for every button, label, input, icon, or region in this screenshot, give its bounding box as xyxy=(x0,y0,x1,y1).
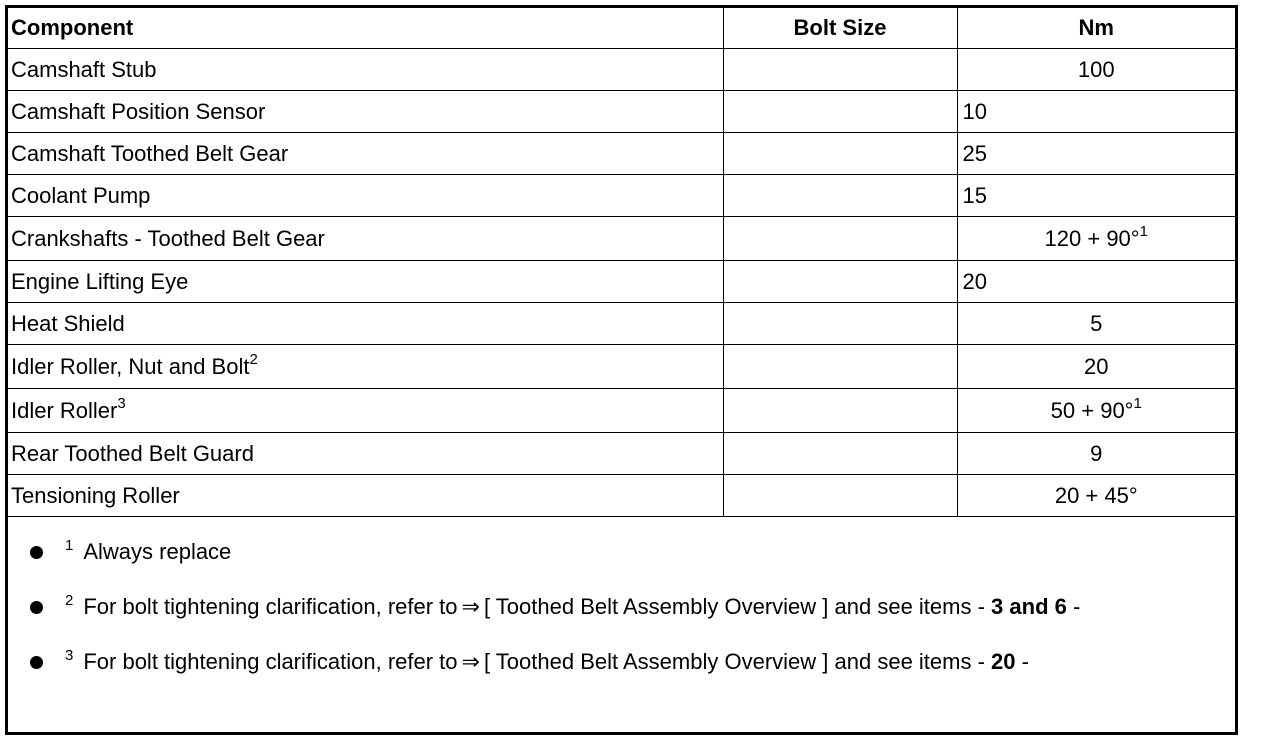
footnote-items: 20 xyxy=(991,649,1016,674)
table-row xyxy=(8,217,1235,261)
row-component xyxy=(8,175,723,217)
torque-spec-frame xyxy=(5,5,1238,735)
header-component: Component xyxy=(8,8,723,49)
table-row xyxy=(8,433,1235,475)
row-nm xyxy=(957,345,1235,389)
footnote-tail: - xyxy=(1021,649,1029,674)
row-component xyxy=(8,133,723,175)
footnote-after-link: and see items - xyxy=(834,649,985,674)
row-nm xyxy=(957,175,1235,217)
nm-value: 5 xyxy=(1090,310,1103,336)
row-component xyxy=(8,303,723,345)
nm-value: 50 + 90° xyxy=(1050,397,1134,423)
row-bolt-size xyxy=(723,303,957,345)
nm-value: 100 xyxy=(1077,56,1115,82)
row-component xyxy=(8,475,723,517)
row-component xyxy=(8,389,723,433)
component-name: Idler Roller, Nut and Bolt xyxy=(11,353,250,379)
row-component xyxy=(8,345,723,389)
component-name: Heat Shield xyxy=(11,310,125,336)
row-nm xyxy=(957,475,1235,517)
footnote-number: 3 xyxy=(65,647,74,664)
row-component xyxy=(8,91,723,133)
nm-value: 25 xyxy=(962,140,987,166)
nm-value: 20 xyxy=(1084,353,1109,379)
nm-value: 15 xyxy=(962,182,987,208)
table-row xyxy=(8,261,1235,303)
row-nm xyxy=(957,433,1235,475)
footnote-2 xyxy=(30,592,1080,622)
torque-spec-table xyxy=(8,8,1235,517)
row-nm xyxy=(957,389,1235,433)
table-row xyxy=(8,49,1235,91)
row-nm xyxy=(957,217,1235,261)
row-nm xyxy=(957,261,1235,303)
footnote-text: Always replace xyxy=(83,539,232,564)
nm-value: 10 xyxy=(962,98,987,124)
component-name: Tensioning Roller xyxy=(11,482,180,508)
nm-footnote-ref: 1 xyxy=(1139,222,1148,240)
row-bolt-size xyxy=(723,49,957,91)
table-row xyxy=(8,91,1235,133)
footnote-text: For bolt tightening clarification, refer to xyxy=(83,594,458,619)
row-bolt-size xyxy=(723,217,957,261)
footnote-number: 1 xyxy=(65,537,74,554)
component-name: Rear Toothed Belt Guard xyxy=(11,440,254,466)
row-bolt-size xyxy=(723,133,957,175)
row-bolt-size xyxy=(723,345,957,389)
footnote-text: For bolt tightening clarification, refer to xyxy=(83,649,458,674)
table-row xyxy=(8,303,1235,345)
row-component xyxy=(8,261,723,303)
table-row xyxy=(8,133,1235,175)
header-nm: Nm xyxy=(957,8,1235,49)
component-name: Camshaft Stub xyxy=(11,56,157,82)
component-name: Engine Lifting Eye xyxy=(11,268,189,294)
component-name: Coolant Pump xyxy=(11,182,151,208)
bullet-icon xyxy=(30,601,43,614)
row-component xyxy=(8,433,723,475)
row-bolt-size xyxy=(723,433,957,475)
row-bolt-size xyxy=(723,389,957,433)
nm-value: 9 xyxy=(1090,440,1103,466)
component-name: Camshaft Toothed Belt Gear xyxy=(11,140,289,166)
table-row xyxy=(8,345,1235,389)
row-bolt-size xyxy=(723,175,957,217)
row-bolt-size xyxy=(723,261,957,303)
component-name: Crankshafts - Toothed Belt Gear xyxy=(11,225,325,251)
table-row xyxy=(8,175,1235,217)
header-bolt-size: Bolt Size xyxy=(723,8,957,49)
footnote-link[interactable]: [ Toothed Belt Assembly Overview ] xyxy=(483,649,829,674)
row-bolt-size xyxy=(723,91,957,133)
bullet-icon xyxy=(30,546,43,559)
nm-value: 20 + 45° xyxy=(1054,482,1138,508)
footnote-1 xyxy=(30,537,231,567)
component-name: Idler Roller xyxy=(11,397,118,423)
footnote-3 xyxy=(30,647,1029,677)
footnote-number: 2 xyxy=(65,592,74,609)
nm-value: 120 + 90° xyxy=(1044,225,1140,251)
table-row xyxy=(8,475,1235,517)
row-nm xyxy=(957,91,1235,133)
footnote-after-link: and see items - xyxy=(834,594,985,619)
right-arrow-icon: ⇒ xyxy=(461,649,480,674)
component-name: Camshaft Position Sensor xyxy=(11,98,266,124)
row-nm xyxy=(957,133,1235,175)
footnote-items: 3 and 6 xyxy=(991,594,1067,619)
row-nm xyxy=(957,303,1235,345)
right-arrow-icon: ⇒ xyxy=(461,594,480,619)
table-row xyxy=(8,389,1235,433)
nm-footnote-ref: 1 xyxy=(1133,394,1142,412)
footnote-link[interactable]: [ Toothed Belt Assembly Overview ] xyxy=(483,594,829,619)
table-header-row xyxy=(8,8,1235,49)
footnote-tail: - xyxy=(1072,594,1081,619)
component-footnote-ref: 3 xyxy=(117,394,126,412)
row-bolt-size xyxy=(723,475,957,517)
component-footnote-ref: 2 xyxy=(249,350,258,368)
nm-value: 20 xyxy=(962,268,987,294)
row-component xyxy=(8,217,723,261)
bullet-icon xyxy=(30,656,43,669)
row-component xyxy=(8,49,723,91)
row-nm xyxy=(957,49,1235,91)
